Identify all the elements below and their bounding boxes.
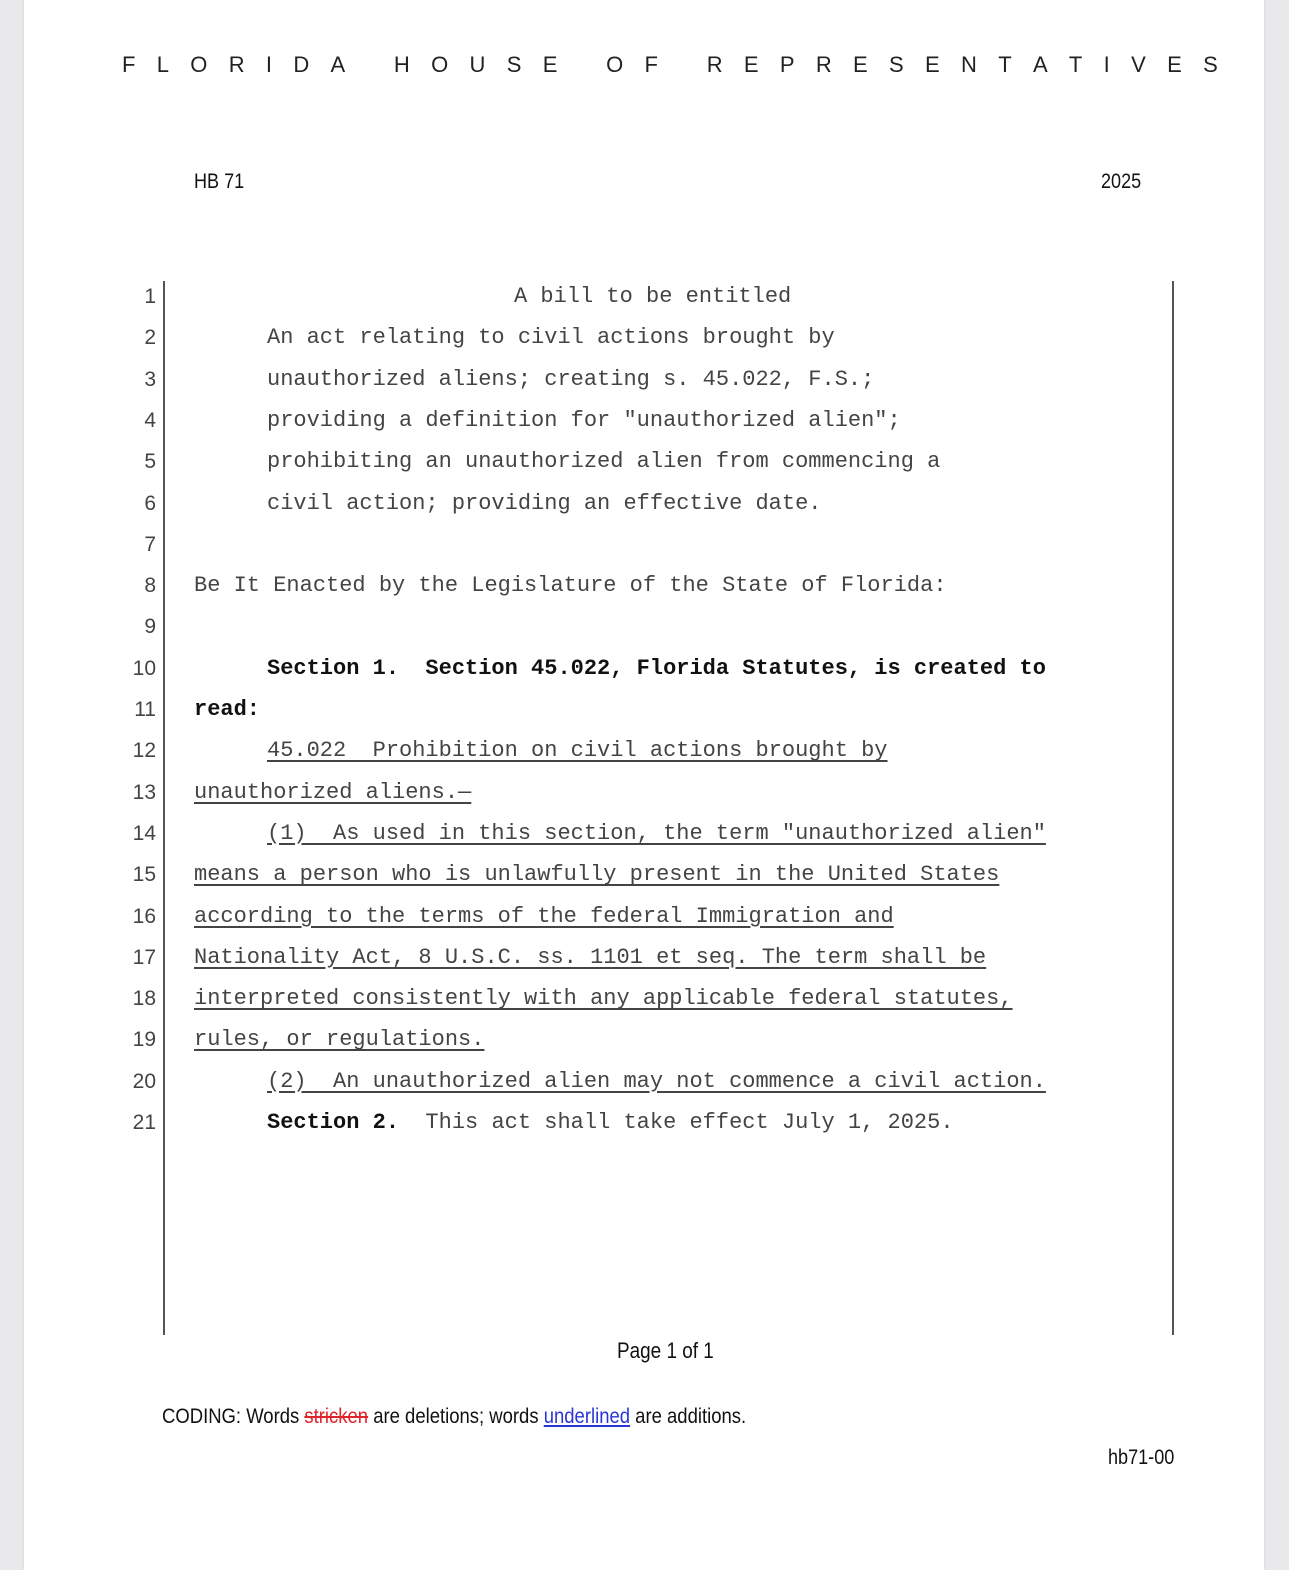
line-text (267, 648, 1046, 689)
line-number: 1 (144, 285, 156, 308)
banner-letter: H (393, 52, 410, 77)
document-code: hb71-00 (1108, 1446, 1175, 1469)
line-number: 6 (144, 491, 156, 515)
line-number: 10 (132, 656, 156, 680)
line-number: 9 (144, 615, 156, 639)
line-text (194, 689, 260, 730)
left-margin-rule (163, 281, 165, 1335)
bill-number: HB 71 (194, 170, 245, 193)
added-text: interpreted consistently with any applicable federal statutes, (194, 986, 1013, 1012)
chamber-banner (122, 52, 1218, 78)
line-text (267, 813, 1046, 854)
line-text (267, 441, 940, 482)
banner-letter: U (469, 52, 486, 77)
line-number: 12 (132, 739, 156, 763)
line-segment: unauthorized aliens; creating s. 45.022, F.S.; (267, 366, 875, 392)
bill-year: 2025 (1101, 170, 1142, 193)
banner-letter: F (644, 52, 658, 77)
banner-letter: T (1068, 52, 1083, 77)
added-text: 45.022 Prohibition on civil actions brought by (267, 738, 888, 764)
added-text: Nationality Act, 8 U.S.C. ss. 1101 et seq. The term shall be (194, 944, 987, 970)
bill-page (24, 0, 1264, 1570)
line-segment: civil action; providing an effective date. (267, 490, 822, 516)
line-number: 7 (144, 532, 156, 556)
banner-letter (579, 52, 585, 78)
line-number: 20 (132, 1069, 156, 1093)
added-text: (2) An unauthorized alien may not commence a civil action. (267, 1068, 1046, 1094)
page-number: Page 1 of 1 (617, 1338, 714, 1363)
line-text (194, 772, 471, 813)
line-text (267, 483, 822, 524)
banner-letter: E (1167, 52, 1182, 77)
line-text (267, 1061, 1046, 1102)
line-text (194, 978, 1013, 1019)
banner-letter: D (293, 52, 310, 77)
right-margin-rule (1172, 281, 1174, 1335)
line-text (194, 1019, 484, 1060)
line-text (514, 276, 791, 317)
bold-text: read: (194, 697, 261, 722)
banner-letter: V (1131, 52, 1146, 77)
line-number: 2 (144, 326, 156, 350)
banner-letter: E (743, 52, 759, 77)
line-text (267, 400, 901, 441)
added-text: unauthorized aliens.— (194, 779, 472, 805)
banner-letter: E (925, 52, 940, 77)
line-segment: providing a definition for "unauthorized alien"; (267, 407, 901, 433)
coding-suffix: are additions. (630, 1405, 747, 1428)
line-number: 18 (132, 987, 156, 1011)
banner-letter: R (228, 52, 245, 77)
bold-text: Section 1. Section 45.022, Florida Statutes, is created to (267, 655, 1046, 681)
line-number: 14 (132, 821, 156, 845)
line-segment: prohibiting an unauthorized alien from commencing a (267, 449, 941, 475)
line-number: 8 (144, 574, 156, 598)
line-text (194, 937, 986, 978)
added-text: means a person who is unlawfully present in the United States (194, 862, 1000, 888)
banner-letter: S (506, 52, 522, 77)
banner-letter: O (190, 52, 208, 77)
coding-middle: are deletions; words (368, 1405, 544, 1428)
line-segment: A bill to be entitled (514, 284, 792, 309)
line-number: 13 (132, 780, 156, 804)
banner-letter: T (998, 52, 1012, 77)
banner-letter: S (889, 52, 904, 77)
line-text (267, 730, 888, 771)
banner-letter: R (815, 52, 832, 77)
line-number: 4 (144, 408, 156, 432)
line-number: 19 (132, 1028, 156, 1052)
banner-letter: O (431, 52, 449, 77)
line-text (267, 317, 835, 358)
line-number: 16 (132, 904, 156, 928)
banner-letter (679, 52, 685, 78)
added-text: (1) As used in this section, the term "unauthorized alien" (267, 820, 1046, 846)
banner-letter: A (330, 52, 346, 77)
bold-text: Section 2. (267, 1110, 400, 1135)
banner-letter: P (779, 52, 795, 77)
banner-letter (367, 52, 373, 78)
banner-letter: S (1203, 52, 1218, 77)
banner-letter: L (156, 52, 169, 77)
banner-letter: E (542, 52, 558, 77)
line-segment: An act relating to civil actions brought by (267, 325, 835, 351)
added-text: according to the terms of the federal Immigration and (194, 903, 894, 929)
line-number: 3 (144, 367, 156, 391)
coding-legend (162, 1405, 746, 1429)
line-segment: Be It Enacted by the Legislature of the State of Florida: (194, 573, 947, 599)
banner-letter: E (853, 52, 868, 77)
line-number: 11 (134, 698, 156, 721)
line-number: 21 (132, 1111, 156, 1134)
banner-letter: I (265, 52, 273, 77)
coding-underlined-sample: underlined (543, 1405, 631, 1428)
line-text (267, 1102, 954, 1143)
banner-letter: O (606, 52, 624, 77)
line-number: 5 (144, 450, 156, 474)
line-text (194, 854, 999, 895)
coding-stricken-sample: stricken (304, 1405, 369, 1428)
banner-letter: R (706, 52, 723, 77)
added-text: rules, or regulations. (194, 1027, 485, 1053)
line-text (194, 896, 894, 937)
banner-letter: N (961, 52, 977, 77)
banner-letter: F (122, 52, 136, 77)
line-text (194, 565, 947, 606)
coding-prefix: CODING: Words (162, 1405, 305, 1428)
banner-letter: I (1103, 52, 1110, 77)
line-number: 17 (132, 945, 156, 969)
line-text (267, 359, 874, 400)
banner-letter: A (1032, 52, 1048, 77)
line-number: 15 (132, 863, 156, 887)
line-segment: This act shall take effect July 1, 2025. (399, 1110, 954, 1135)
